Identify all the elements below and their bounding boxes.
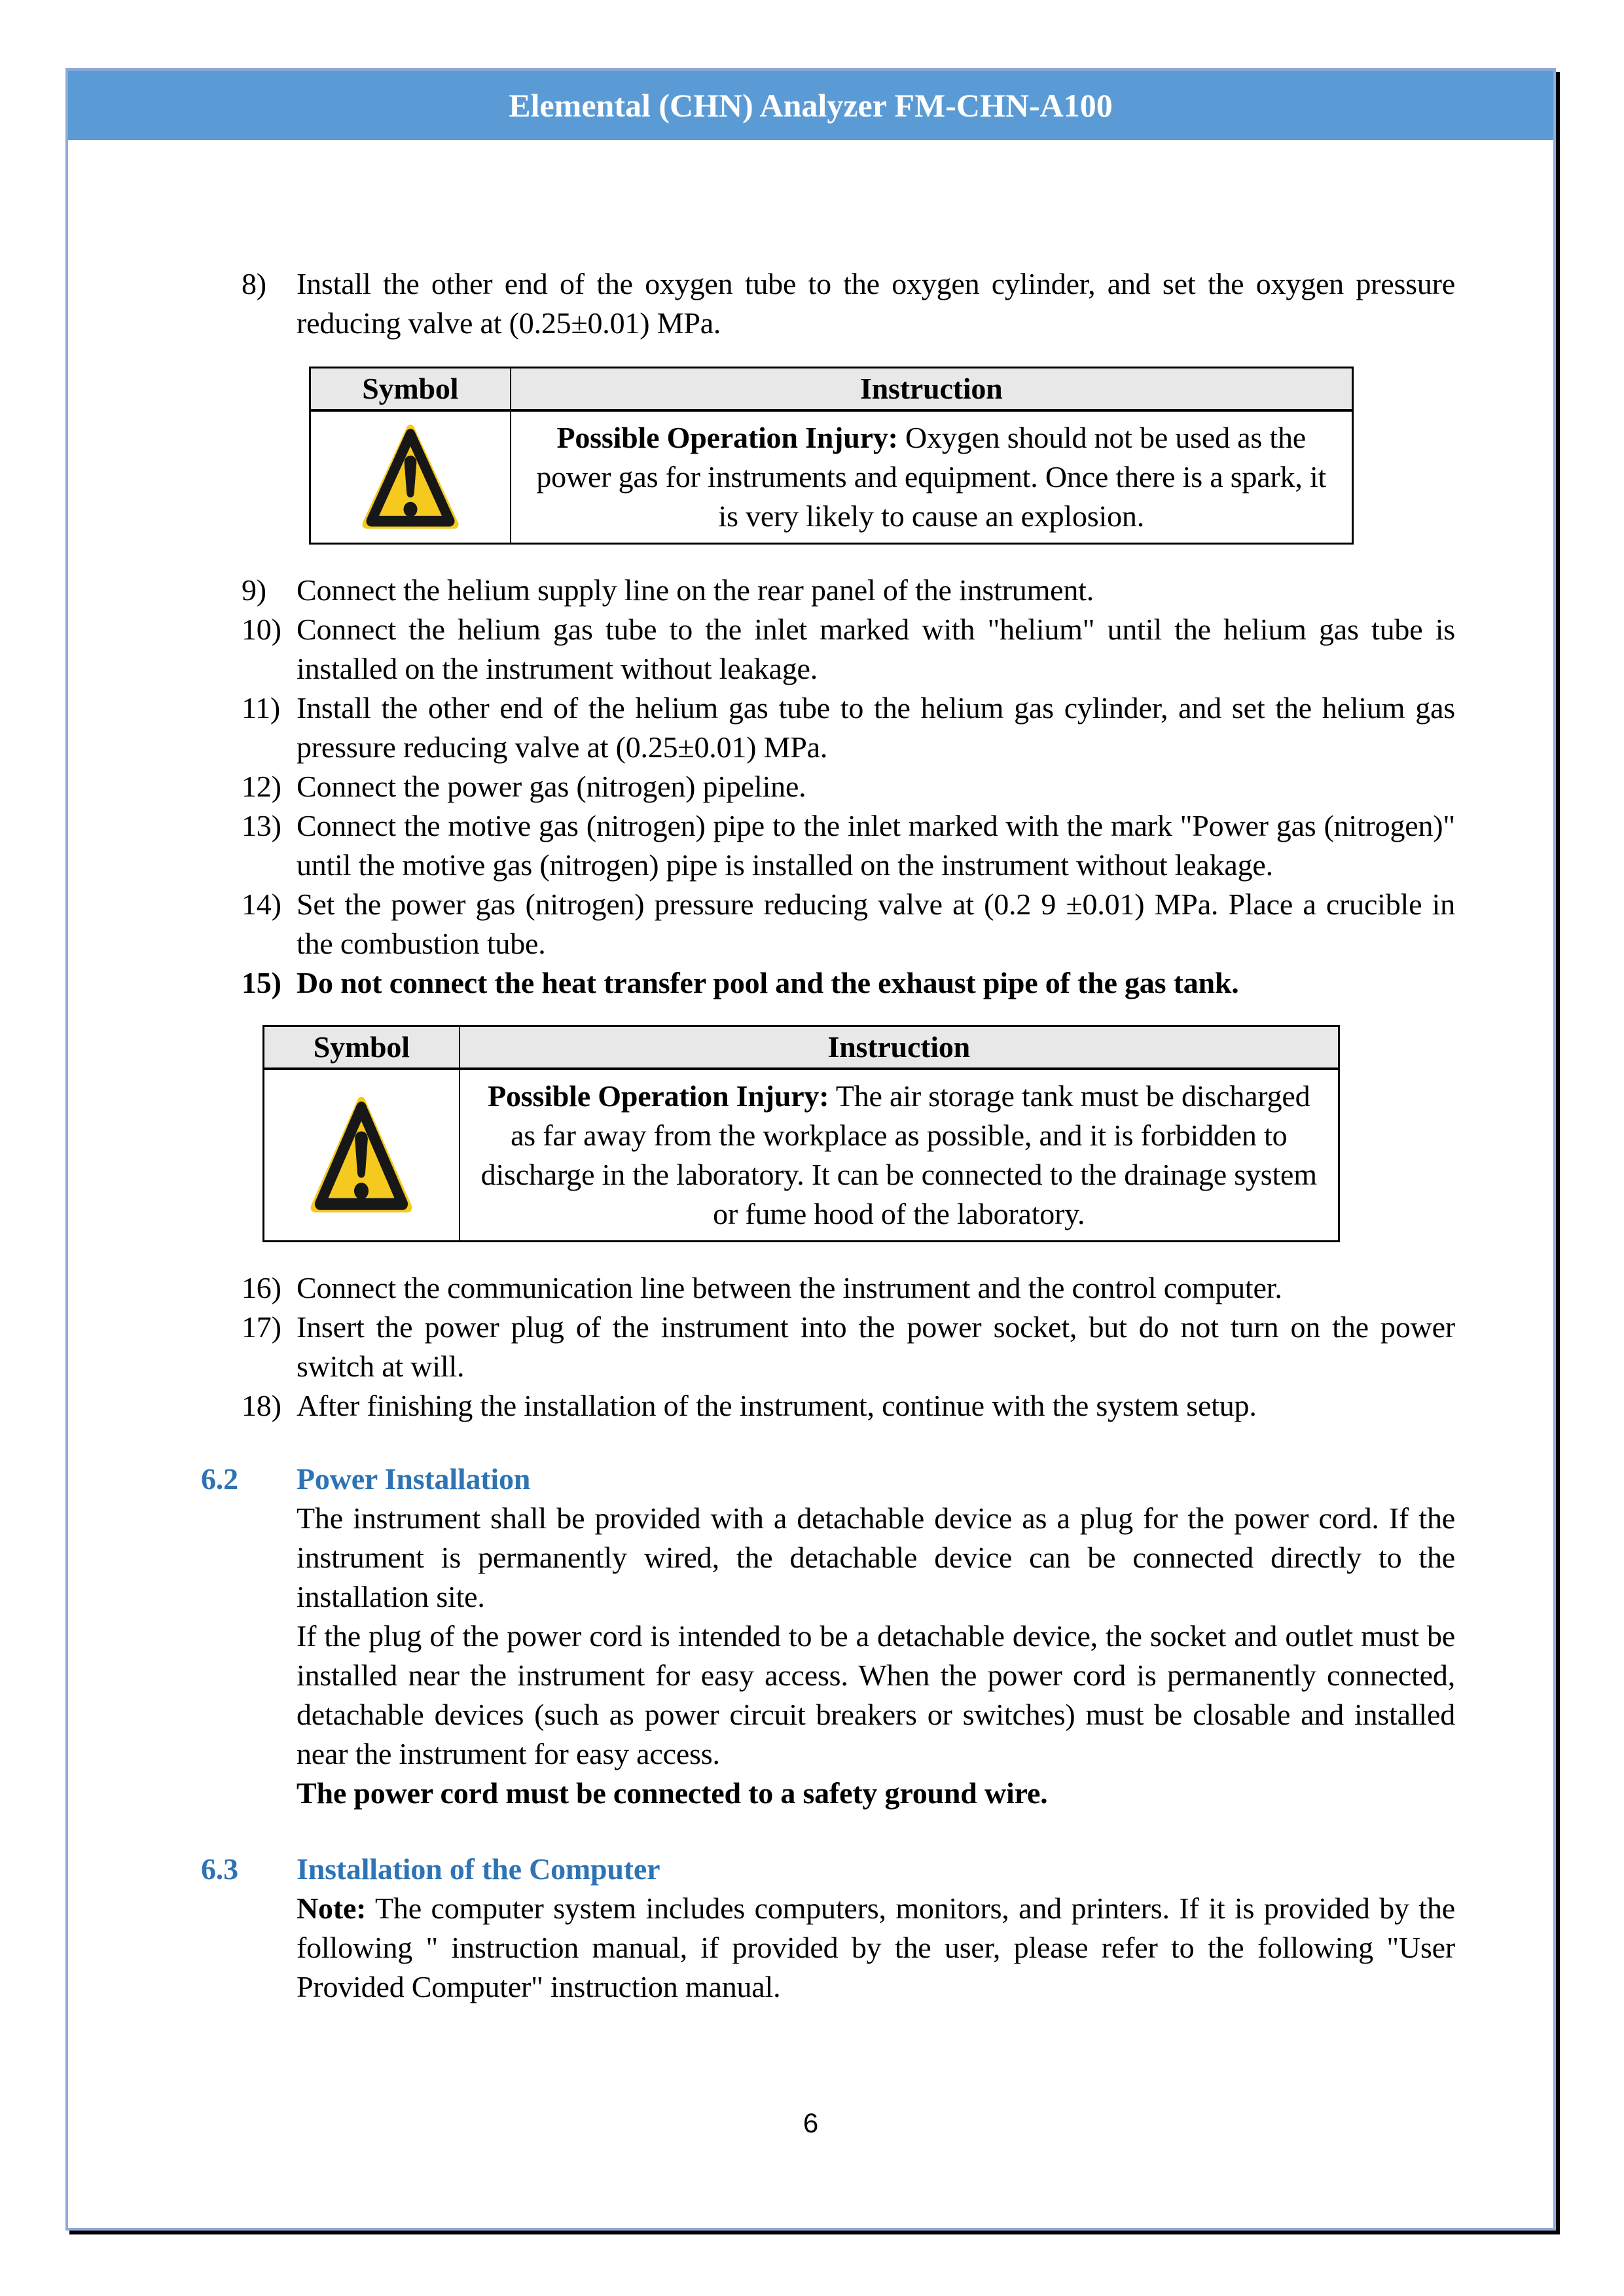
section-6-2	[201, 1460, 1455, 1813]
header-band	[68, 71, 1553, 140]
list-item-18	[201, 1386, 1455, 1426]
note-text: The computer system includes computers, monitors, and printers. If it is provided by the following " instruction manual, if provided by the user, please refer to the following "User Provided Computer" instruction manual.	[297, 1892, 1455, 2003]
item-text: Set the power gas (nitrogen) pressure reducing valve at (0.2 9 ±0.01) MPa. Place a crucible in the combustion tube.	[297, 888, 1455, 960]
item-text: Connect the helium supply line on the rear panel of the instrument.	[297, 573, 1094, 607]
item-text: Insert the power plug of the instrument into the power socket, but do not turn on the power switch at will.	[297, 1310, 1455, 1383]
item-number: 13)	[242, 809, 281, 842]
note-label: Note:	[297, 1892, 367, 1925]
item-number: 17)	[242, 1310, 281, 1344]
instruction-text: The air storage tank must be discharged as far away from the workplace as possible, and it is forbidden to discharge in the laboratory. It can be connected to the drainage system or fume hood of the laboratory.	[480, 1079, 1317, 1230]
item-text: Connect the communication line between the instrument and the control computer.	[297, 1271, 1282, 1304]
item-number: 8)	[242, 267, 266, 300]
instruction-cell	[511, 410, 1353, 544]
symbol-cell	[264, 1069, 460, 1242]
instruction-text: Oxygen should not be used as the power gas for instruments and equipment. Once there is a spark, it is very likely to cause an explosion.	[536, 421, 1327, 533]
page-content	[201, 140, 1455, 2007]
list-item-10	[201, 610, 1455, 689]
section-6-2-heading	[201, 1460, 1455, 1499]
section-6-2-paragraph-1: The instrument shall be provided with a detachable device as a plug for the power cord. If the instrument is permanently wired, the detachable device can be connected directly to the installation site.	[297, 1501, 1455, 1613]
item-text: Connect the helium gas tube to the inlet marked with "helium" until the helium gas tube is installed on the instrument without leakage.	[297, 613, 1455, 685]
instruction-cell	[460, 1069, 1339, 1242]
warning-triangle-icon	[361, 423, 460, 531]
section-number: 6.3	[201, 1852, 238, 1886]
item-text: Connect the motive gas (nitrogen) pipe to the inlet marked with the mark "Power gas (nitrogen)" until the motive gas (nitrogen) pipe is installed on the instrument without leakage.	[297, 809, 1455, 882]
table-header-row	[310, 368, 1353, 411]
section-6-2-paragraph-2: If the plug of the power cord is intended to be a detachable device, the socket and outlet must be installed near the instrument for easy access. When the power cord is permanently connected, detachable devices (such as power circuit breakers or switches) must be closable and installed near the instrument for easy access.	[297, 1619, 1455, 1770]
item-number: 11)	[242, 691, 281, 725]
warning-table-1	[309, 367, 1354, 545]
item-number: 12)	[242, 770, 281, 803]
item-number: 16)	[242, 1271, 281, 1304]
table-body-row	[310, 410, 1353, 544]
page-title: Elemental (CHN) Analyzer FM-CHN-A100	[509, 87, 1113, 124]
symbol-column-header: Symbol	[264, 1026, 460, 1069]
section-number: 6.2	[201, 1462, 238, 1496]
item-text: After finishing the installation of the instrument, continue with the system setup.	[297, 1389, 1257, 1422]
item-number: 18)	[242, 1389, 281, 1422]
list-item-9	[201, 571, 1455, 610]
list-item-11	[201, 689, 1455, 767]
section-title: Power Installation	[297, 1462, 531, 1496]
table-header-row	[264, 1026, 1339, 1069]
item-text: Install the other end of the oxygen tube to the oxygen cylinder, and set the oxygen pressure reducing valve at (0.25±0.01) MPa.	[297, 267, 1455, 340]
symbol-column-header: Symbol	[310, 368, 511, 411]
page-number: 6	[803, 2108, 819, 2138]
instruction-column-header: Instruction	[460, 1026, 1339, 1069]
instruction-column-header: Instruction	[511, 368, 1353, 411]
warning-triangle-icon	[310, 1096, 413, 1215]
item-text: Do not connect the heat transfer pool and the exhaust pipe of the gas tank.	[297, 966, 1239, 999]
list-item-17	[201, 1308, 1455, 1386]
item-text: Install the other end of the helium gas tube to the helium gas cylinder, and set the helium gas pressure reducing valve at (0.25±0.01) MPa.	[297, 691, 1455, 764]
section-6-3	[201, 1850, 1455, 2007]
item-number: 15)	[242, 966, 281, 999]
list-item-15	[201, 963, 1455, 1003]
section-6-3-note	[201, 1889, 1455, 2007]
instruction-lead: Possible Operation Injury:	[488, 1079, 829, 1113]
list-item-14	[201, 885, 1455, 963]
list-item-16	[201, 1268, 1455, 1308]
page-frame	[65, 68, 1556, 2231]
section-title: Installation of the Computer	[297, 1852, 660, 1886]
item-number: 9)	[242, 573, 266, 607]
section-6-3-heading	[201, 1850, 1455, 1889]
list-item-8	[201, 264, 1455, 343]
list-item-13	[201, 806, 1455, 885]
instruction-lead: Possible Operation Injury:	[556, 421, 898, 454]
list-item-12	[201, 767, 1455, 806]
section-6-2-bold-line: The power cord must be connected to a safety ground wire.	[297, 1776, 1048, 1810]
warning-table-2	[262, 1025, 1340, 1242]
table-body-row	[264, 1069, 1339, 1242]
item-number: 14)	[242, 888, 281, 921]
item-number: 10)	[242, 613, 281, 646]
item-text: Connect the power gas (nitrogen) pipeline.	[297, 770, 806, 803]
symbol-cell	[310, 410, 511, 544]
